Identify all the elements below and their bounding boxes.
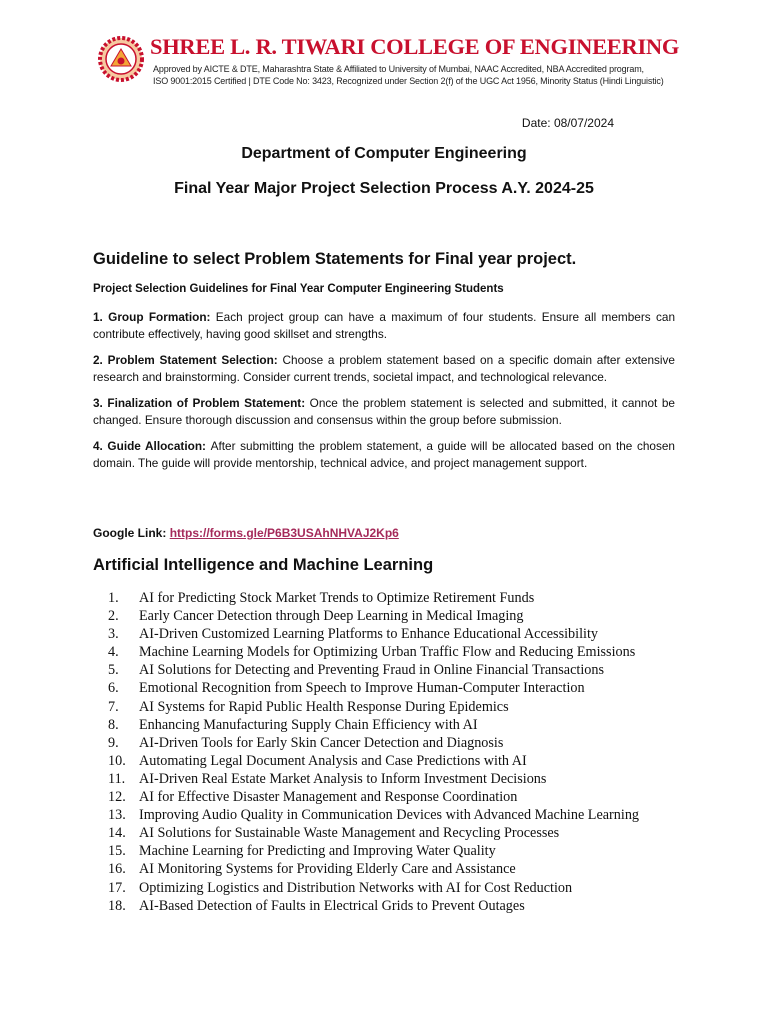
list-item [108, 860, 675, 878]
list-item [108, 607, 675, 625]
topic-text: Machine Learning Models for Optimizing Urban Traffic Flow and Reducing Emissions [139, 644, 636, 661]
list-item [108, 824, 675, 842]
topic-number: 15. [108, 843, 126, 860]
list-item [108, 770, 675, 788]
topic-number: 8. [108, 716, 119, 733]
accreditation-line-1: Approved by AICTE & DTE, Maharashtra State & Affiliated to University of Mumbai, NAAC Accredited, NBA Accredited program, [153, 64, 644, 74]
list-item [108, 716, 675, 734]
topic-number: 11. [108, 770, 126, 787]
topic-text: AI for Predicting Stock Market Trends to Optimize Retirement Funds [139, 590, 535, 606]
accreditation-line-2: ISO 9001:2015 Certified | DTE Code No: 3423, Recognized under Section 2(f) of the UGC Act 1956, Minority Status (Hindi Linguistic) [153, 76, 664, 86]
guideline-item [93, 438, 675, 471]
ai-ml-topic-list [108, 589, 675, 915]
guideline-item [93, 395, 675, 428]
guideline-heading: Guideline to select Problem Statements for Final year project. [93, 250, 577, 268]
topic-text: Enhancing Manufacturing Supply Chain Efficiency with AI [139, 716, 478, 733]
list-item [108, 788, 675, 806]
list-item [108, 589, 675, 607]
ai-ml-heading: Artificial Intelligence and Machine Learning [93, 556, 434, 574]
topic-text: Emotional Recognition from Speech to Improve Human-Computer Interaction [139, 680, 585, 697]
topic-text: AI-Driven Tools for Early Skin Cancer Detection and Diagnosis [139, 734, 504, 751]
google-link-row [93, 526, 399, 540]
list-item [108, 679, 675, 697]
department-title: Department of Computer Engineering [241, 145, 527, 162]
google-link-label: Google Link: [93, 526, 167, 540]
topic-number: 1. [108, 590, 119, 606]
topic-number: 18. [108, 897, 126, 914]
topic-number: 16. [108, 861, 126, 878]
list-item [108, 661, 675, 679]
topic-text: Machine Learning for Predicting and Improving Water Quality [139, 843, 496, 860]
topic-number: 17. [108, 879, 126, 896]
topic-text: Optimizing Logistics and Distribution Networks with AI for Cost Reduction [139, 879, 573, 896]
list-item [108, 643, 675, 661]
topic-number: 13. [108, 807, 126, 824]
list-item [108, 698, 675, 716]
topic-text: AI-Driven Customized Learning Platforms to Enhance Educational Accessibility [139, 626, 599, 643]
process-title: Final Year Major Project Selection Process A.Y. 2024-25 [174, 180, 594, 197]
topic-text: AI Solutions for Sustainable Waste Management and Recycling Processes [139, 825, 560, 842]
topic-number: 12. [108, 789, 126, 806]
list-item [108, 752, 675, 770]
guideline-text: Each project group can have a maximum of four students. Ensure all members can contribute effectively, having good skillset and strengths. [93, 310, 676, 341]
letterhead [98, 34, 678, 96]
topic-text: Automating Legal Document Analysis and Case Predictions with AI [139, 752, 527, 769]
list-item [108, 879, 675, 897]
list-item [108, 806, 675, 824]
guideline-list [93, 309, 675, 481]
topic-number: 6. [108, 680, 119, 697]
guideline-text: Choose a problem statement based on a specific domain after extensive research and brainstorming. Consider current trends, societal impact, and technological relevance. [93, 353, 675, 384]
google-form-link[interactable]: https://forms.gle/P6B3USAhNHVAJ2Kp6 [169, 526, 399, 540]
list-item [108, 842, 675, 860]
date-label: Date: [521, 116, 551, 130]
topic-text: AI for Effective Disaster Management and Response Coordination [139, 789, 518, 806]
guideline-title: 2. Problem Statement Selection: [93, 353, 278, 367]
guideline-text: After submitting the problem statement, a guide will be allocated based on the chosen domain. The guide will provide mentorship, technical advice, and project management support. [93, 439, 675, 470]
list-item [108, 734, 675, 752]
topic-number: 5. [108, 662, 119, 679]
topic-text: AI-Driven Real Estate Market Analysis to Inform Investment Decisions [139, 770, 547, 787]
topic-number: 7. [108, 698, 119, 715]
guideline-subheading: Project Selection Guidelines for Final Year Computer Engineering Students [93, 283, 504, 295]
college-emblem-icon [98, 36, 144, 82]
college-name: SHREE L. R. TIWARI COLLEGE OF ENGINEERING [150, 34, 680, 59]
guideline-text: Once the problem statement is selected and submitted, it cannot be changed. Ensure thorough discussion and consensus within the group before submission. [93, 396, 675, 427]
topic-text: Improving Audio Quality in Communication Devices with Advanced Machine Learning [139, 807, 640, 824]
list-item [108, 897, 675, 915]
topic-number: 2. [108, 608, 119, 625]
topic-number: 14. [108, 825, 126, 842]
topic-number: 10. [108, 752, 126, 769]
guideline-title: 4. Guide Allocation: [93, 439, 206, 453]
topic-number: 9. [108, 734, 119, 751]
guideline-title: 3. Finalization of Problem Statement: [93, 396, 306, 410]
guideline-title: 1. Group Formation: [93, 310, 211, 324]
date-value: 08/07/2024 [553, 116, 614, 130]
guideline-item [93, 352, 675, 385]
topic-text: AI Solutions for Detecting and Preventing Fraud in Online Financial Transactions [139, 662, 604, 679]
topic-text: AI Monitoring Systems for Providing Elderly Care and Assistance [139, 861, 516, 878]
list-item [108, 625, 675, 643]
topic-text: AI-Based Detection of Faults in Electrical Grids to Prevent Outages [139, 897, 525, 914]
document-date [522, 116, 614, 130]
guideline-item [93, 309, 675, 342]
topic-number: 4. [108, 644, 119, 661]
topic-text: AI Systems for Rapid Public Health Response During Epidemics [139, 698, 509, 715]
topic-text: Early Cancer Detection through Deep Learning in Medical Imaging [139, 608, 524, 625]
topic-number: 3. [108, 626, 119, 643]
